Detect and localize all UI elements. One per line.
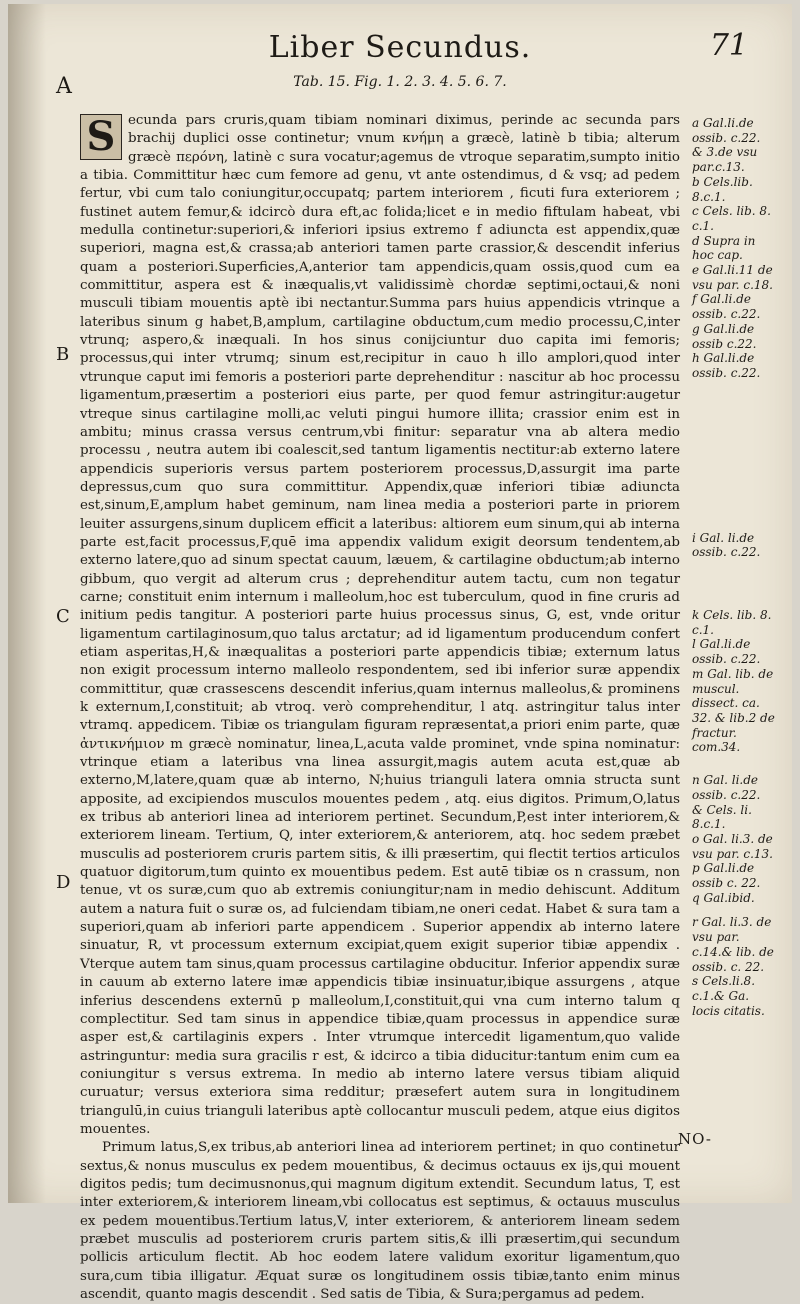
margin-letter-b: B [56,344,70,365]
margin-letter-c: C [56,606,70,627]
decorated-initial: S [80,114,122,160]
marginal-note: k Cels. lib. 8. c.1. [692,608,772,637]
marginal-note: d Supra in hoc cap. [692,233,756,263]
paragraph-1-text: ecunda pars cruris,quam tibiam nominari diximus, perinde ac secunda pars brachij duplici osse continetur; vnum κνήμη a græcè, latinè b tibia; alterum græcè περόνη, latinè c sura vocatur;agemus de vtroque separatim,sumpto initio a tibia. Committitur hæc cum femore ad genu, vt ante ostendimus, d & vsq; ad pedem fertur, vbi cum talo coniungitur,occupatq; partem interiorem , ficuti fura exteriorem ; fustinet autem femur,& idcircò dura eft,ac folida;licet e in medio fiftulam habeat, vbi medulla continetur:superiori,& inferiori ipsius extremo f adiuncta est appendix,quæ superiori, magna est,& crassa;ab anteriori tamen parte crassior,& descendit inferius quam a posteriori.Superficies,A,anterior tam appendicis,quam ossis,quod cum ea committitur, aspera est & inæqualis,vt validissimè chordæ septimi,octaui,& noni musculi tibiam mouentis aptè ibi nectantur.Summa pars huius appendicis vtrinque a lateribus sinum g habet,B,amplum, cartilagine obductum,cum medio processu,C,inter vtrunq; aspero,& inæquali. In hos sinus conijciuntur duo capita imi femoris; processus,qui inter vtrumq; sinum est,recipitur in cauo h illo amplori,quod inter vtrunque caput imi femoris a posteriori parte deprehenditur : nascitur ab hoc processu ligamentum,præsertim a posteriori eius parte, per quod femur astringitur:augetur vtreque sinus cartilagine molli,ac veluti pingui humore illita; crassior enim est in ambitu; minus crassa versus centrum,vbi finitur: separatur vna ab altera medio processu , neutra autem ibi coalescit,sed tantum ligamentis nectitur:ab externo latere appendicis superioris versus partem posteriorem processus,D,assurgit ima parte depressus,cum quo sura committitur. Appendix,quæ inferiori tibiæ adiuncta est,sinum,E,amplum habet geminum, nam linea media a posteriori parte in priorem leuiter assurgens,sinum duplicem efficit a lateribus: altiorem eum sinum,qui ab interna parte est,facit processus,F,quē ima appendix validum exigit deorsum tendentem,ab externo latere,quo ad sinum spectat cauum, læuem, & cartilagine obductum;ab interno gibbum, quo vergit ad alterum crus ; deprehenditur autem tactu, cum non tegatur carne; constituit enim internum i malleolum,hoc est tuberculum, quod in fine cruris ad initium pedis tangitur. A posteriori parte huius processus sinus, G, est, vnde oritur ligamentum cartilaginosum,quo talus arctatur; ad id ligamentum producendum confert etiam asperitas,H,& inæqualitas a posteriori parte appendicis tibiæ; externum latus non exigit processum interno malleolo respondentem, sed ibi inferior suræ appendix committitur, quæ crassescens descendit inferius,quam internus malleolus,& prominens k externum,I,constituit; ab vtroq. verò comprehenditur, l atq. astringitur talus inter vtramq. appedicem. Tibiæ os triangulam figuram repræsentat,a priori enim parte, quæ ἀντικνήμιον m græcè nominatur, linea,L,acuta valde prominet, vnde spina nominatur: vtrinque etiam a lateribus vna linea assurgit,magis autem acuta est,quæ ab externo,M,latere,quam quæ ab interno, N;huius trianguli latera omnia structa sunt apposite, ad excipiendos musculos mouentes pedem , atq. eius digitos. Primum,O,latus ex tribus ab anteriori linea ad interiorem pertinet. Secundum,P,est inter interiorem,& exteriorem lineam. Tertium, Q, inter exteriorem,& anteriorem, atq. hoc sedem præbet musculis ad posteriorem cruris partem sitis, & illi præsertim, qui flectit tertios articulos quatuor digitorum,tum quinto ex mouentibus pedem. Est autē tibiæ os n crassum, non tenue, vt os suræ,cum quo ab extremis coniungitur;nam in medio dehiscunt. Additum autem a natura fuit o suræ os, ad fulciendam tibiam,ne oneri cedat. Habet & sura tam a superiori,quam ab inferiori parte appendicem . Superior appendix ab interno latere sinuatur, R, vt processum externum excipiat,quem exigit superior tibiæ appendix . Vterque autem tam sinus,quam processus cartilagine obducitur. Inferior appendix suræ in cauum ab externo latere imæ appendicis tibiæ insinuatur,ibique assurgens , atque inferius descendens externū p malleolum,I,constituit,qui vna cum interno talum q complectitur. Sed tam sinus in appendice tibiæ,quam processus in appendice suræ asper est,& cartilaginis expers . Inter vtrumque intercedit ligamentum,quo valide astringuntur: media sura gracilis r est, & idcirco a tibia diducitur:tantum enim cum ea coniungitur s versus extrema. In medio ab interno latere versus tibiam aliquid curuatur; versus exteriora sima redditur; præsefert autem sura in longitudinem triangulū,in cuius trianguli lateribus aptè collocantur musculi pedem, atque eius digitos mouentes. [80,113,680,1137]
marginal-note: o Gal. li.3. de vsu par. c.13. [692,831,773,861]
main-text [80,112,680,1304]
book-page [8,4,792,1302]
margin-letter-a: A [56,74,72,99]
page-title: Liber Secundus. [268,30,532,65]
marginal-note: i Gal. li.de ossib. c.22. [692,530,761,560]
marginal-note: e Gal.li.11 de vsu par. c.18. [692,263,773,292]
marginal-note: h Gal.li.de ossib. c.22. [692,351,761,380]
marginal-note: r Gal. li.3. de vsu par. c.14.& lib. de ossib. c. 22. [692,915,774,974]
marginal-note: b Cels.lib. 8.c.1. [692,174,753,204]
table-figure-reference: Tab. 15. Fig. 1. 2. 3. 4. 5. 6. 7. [293,74,507,90]
paragraph-2: Primum latus,S,ex tribus,ab anteriori linea ad interiorem pertinet; in quo continetur sextus,& nonus musculus ex pedem mouentibus, & decimus octauus ex ijs,qui mouent digitos pedis; tum decimusnonus,qui magnum digitum extendit. Secundum latus, T, est inter exteriorem,& interiorem lineam,vbi collocatus est septimus, & octauus musculus ex pedem mouentibus.Tertium latus,V, inter exteriorem, & anteriorem lineam sedem præbet musculis ad posteriorem cruris partem sitis,& illi præsertim,qui secundum pollicis articulum flectit. Ab hoc eodem latere validum exoritur ligamentum,quo sura,cum tibia illigatur. Æquat suræ os longitudinem ossis tibiæ,tanto enim minus ascendit, quanto magis descendit . Sed satis de Tibia, & Sura;pergamus ad pedem. [80,1140,680,1302]
marginal-note: g Gal.li.de ossib c.22. [692,321,757,351]
marginal-note: s Cels.li.8. c.1.& Ga. locis citatis. [692,974,765,1018]
marginal-note: n Gal. li.de ossib. c.22. [692,773,761,802]
page-number: 71 [709,28,748,63]
marginal-note: m Gal. lib. de muscul. dissect. ca. 32. & lib.2 de fractur. com.34. [692,666,775,755]
marginal-note: & 3.de vsu par.c.13. [692,145,758,175]
marginal-notes [692,116,776,1018]
marginal-note: & Cels. li. 8.c.1. [692,802,752,832]
catchword: NO- [677,1130,712,1148]
marginal-note: l Gal.li.de ossib. c.22. [692,637,761,667]
marginal-note: a Gal.li.de ossib. c.22. [692,116,761,145]
marginal-note: f Gal.li.de ossib. c.22. [692,292,761,322]
marginal-note: p Gal.li.de ossib c. 22. [692,861,761,891]
gutter-shadow [8,4,46,1203]
margin-letter-d: D [56,872,71,893]
paragraph-1 [80,112,680,1139]
marginal-note: q Gal.ibid. [692,890,755,905]
marginal-note: c Cels. lib. 8. c.1. [692,204,771,233]
